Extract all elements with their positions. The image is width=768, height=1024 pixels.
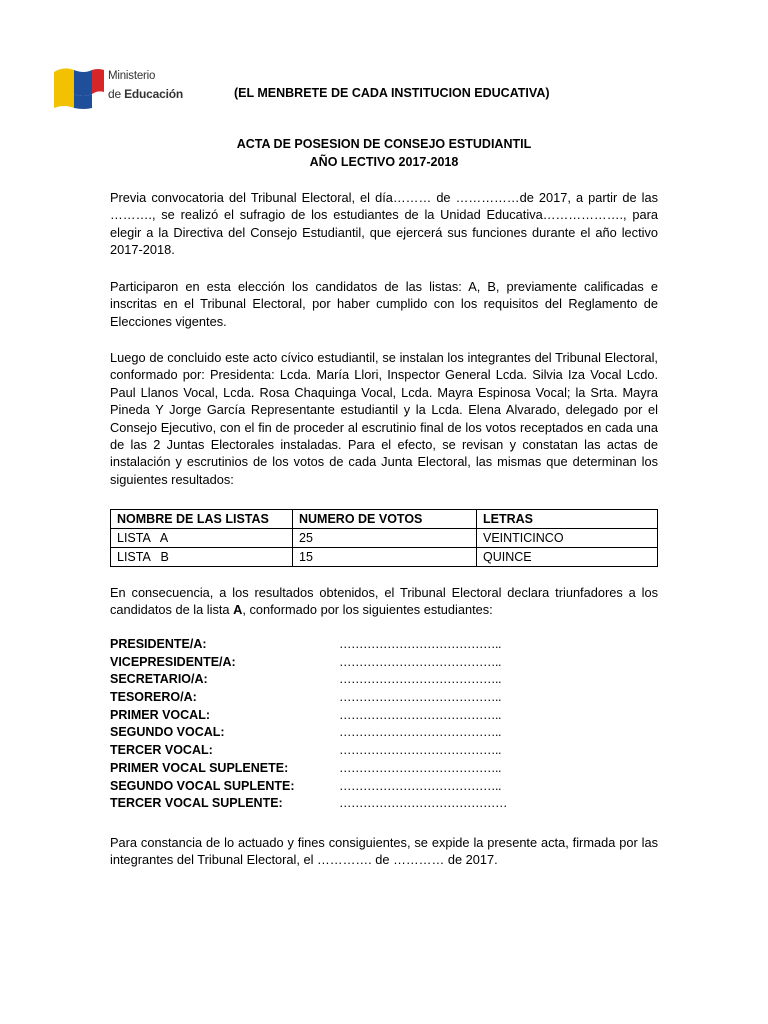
paragraph-consecuencia: En consecuencia, a los resultados obtenidos, el Tribunal Electoral declara triunfadores a los candidatos de la lista A, conformado por los siguientes estudiantes: xyxy=(110,585,658,618)
letterhead-note: (EL MENBRETE DE CADA INSTITUCION EDUCATIVA) xyxy=(234,86,550,100)
table-cell: LISTA A xyxy=(111,529,293,548)
table-header-cell: NUMERO DE VOTOS xyxy=(293,510,477,529)
table-header-row xyxy=(111,510,658,529)
results-table xyxy=(110,509,658,567)
role-label: VICEPRESIDENTE/A: xyxy=(110,654,236,669)
list-item xyxy=(110,743,530,761)
table-cell: 15 xyxy=(293,548,477,567)
role-label: PRIMER VOCAL SUPLENETE: xyxy=(110,760,289,775)
role-blank: ………………………………….. xyxy=(339,743,501,758)
list-item xyxy=(110,637,530,655)
ecuador-flag-logo-icon xyxy=(52,64,106,110)
logo-educacion-text: de Educación xyxy=(108,87,183,101)
role-label: TESORERO/A: xyxy=(110,690,197,705)
paragraph-tribunal: Luego de concluido este acto cívico estudiantil, se instalan los integrantes del Tribunal Electoral, conformado por: Presidenta: Lcda. María Llori, Inspector General Lcda. Silvia Iza Vocal Lcdo. Paul Llanos Vocal, Lcda. Rosa Chaquinga Vocal, Lcda. Mayra Espinosa Vocal; la Srta. Mayra Pineda Y Jorge García Representante estudiantil y la Lcda. Elena Alvarado, delegado por el Consejo Ejecutivo, con el fin de proceder al escrutinio final de los votos receptados en cada una de las 2 Juntas Electorales instaladas. Para el efecto, se revisan y constatan las actas de instalación y escrutinios de los votos de cada Junta Electoral, las mismas que determinan los siguientes resultados: xyxy=(110,350,658,487)
list-item xyxy=(110,796,530,814)
table-header-cell: NOMBRE DE LAS LISTAS xyxy=(111,510,293,529)
role-blank: ………………………………….. xyxy=(339,637,501,651)
table-row xyxy=(111,529,658,548)
roles-list xyxy=(110,637,530,814)
list-item xyxy=(110,725,530,743)
table-header-cell: LETRAS xyxy=(477,510,658,529)
role-label: TERCER VOCAL SUPLENTE: xyxy=(110,796,283,811)
table-cell: LISTA B xyxy=(111,548,293,567)
role-blank: ………………………………….. xyxy=(339,654,501,669)
logo-ministerio-text: Ministerio xyxy=(108,70,156,82)
paragraph-convocatoria: Previa convocatoria del Tribunal Electoral, el día……… de ……………de 2017, a partir de las ………., se realizó el sufragio de los estudiantes de la Unidad Educativa………………., para elegir a la Directiva del Consejo Estudiantil, que ejercerá sus funciones durante el año lectivo 2017-2018. xyxy=(110,190,658,258)
document-title: ACTA DE POSESION DE CONSEJO ESTUDIANTIL xyxy=(236,137,532,151)
paragraph-participantes: Participaron en esta elección los candidatos de las listas: A, B, previamente calificadas e inscritas en el Tribunal Electoral, por haber cumplido con los requisitos del Reglamento de Elecciones vigentes. xyxy=(110,279,658,329)
role-blank: ………………………………….. xyxy=(339,760,501,775)
table-cell: VEINTICINCO xyxy=(477,529,658,548)
document-subtitle: AÑO LECTIVO 2017-2018 xyxy=(309,155,459,169)
list-item xyxy=(110,655,530,673)
role-label: PRIMER VOCAL: xyxy=(110,707,210,722)
role-label: SEGUNDO VOCAL: xyxy=(110,725,225,740)
role-blank: ………………………………….. xyxy=(339,778,501,793)
role-label: SEGUNDO VOCAL SUPLENTE: xyxy=(110,778,295,793)
role-blank: ………………………………….. xyxy=(339,690,501,705)
paragraph-constancia: Para constancia de lo actuado y fines consiguientes, se expide la presente acta, firmada por las integrantes del Tribunal Electoral, el …………. de ………… de 2017. xyxy=(110,835,658,868)
role-label: TERCER VOCAL: xyxy=(110,743,213,758)
table-cell: 25 xyxy=(293,529,477,548)
list-item xyxy=(110,708,530,726)
ministerio-logo xyxy=(52,64,222,110)
list-item xyxy=(110,761,530,779)
table-cell: QUINCE xyxy=(477,548,658,567)
list-item xyxy=(110,672,530,690)
role-blank: ………………………………….. xyxy=(339,725,501,740)
role-label: PRESIDENTE/A: xyxy=(110,637,207,651)
role-blank: ………………………………….. xyxy=(339,707,501,722)
role-blank: …………………………………… xyxy=(339,796,507,811)
role-label: SECRETARIO/A: xyxy=(110,672,208,687)
role-blank: ………………………………….. xyxy=(339,672,501,687)
table-row xyxy=(111,548,658,567)
list-item xyxy=(110,690,530,708)
list-item xyxy=(110,779,530,797)
